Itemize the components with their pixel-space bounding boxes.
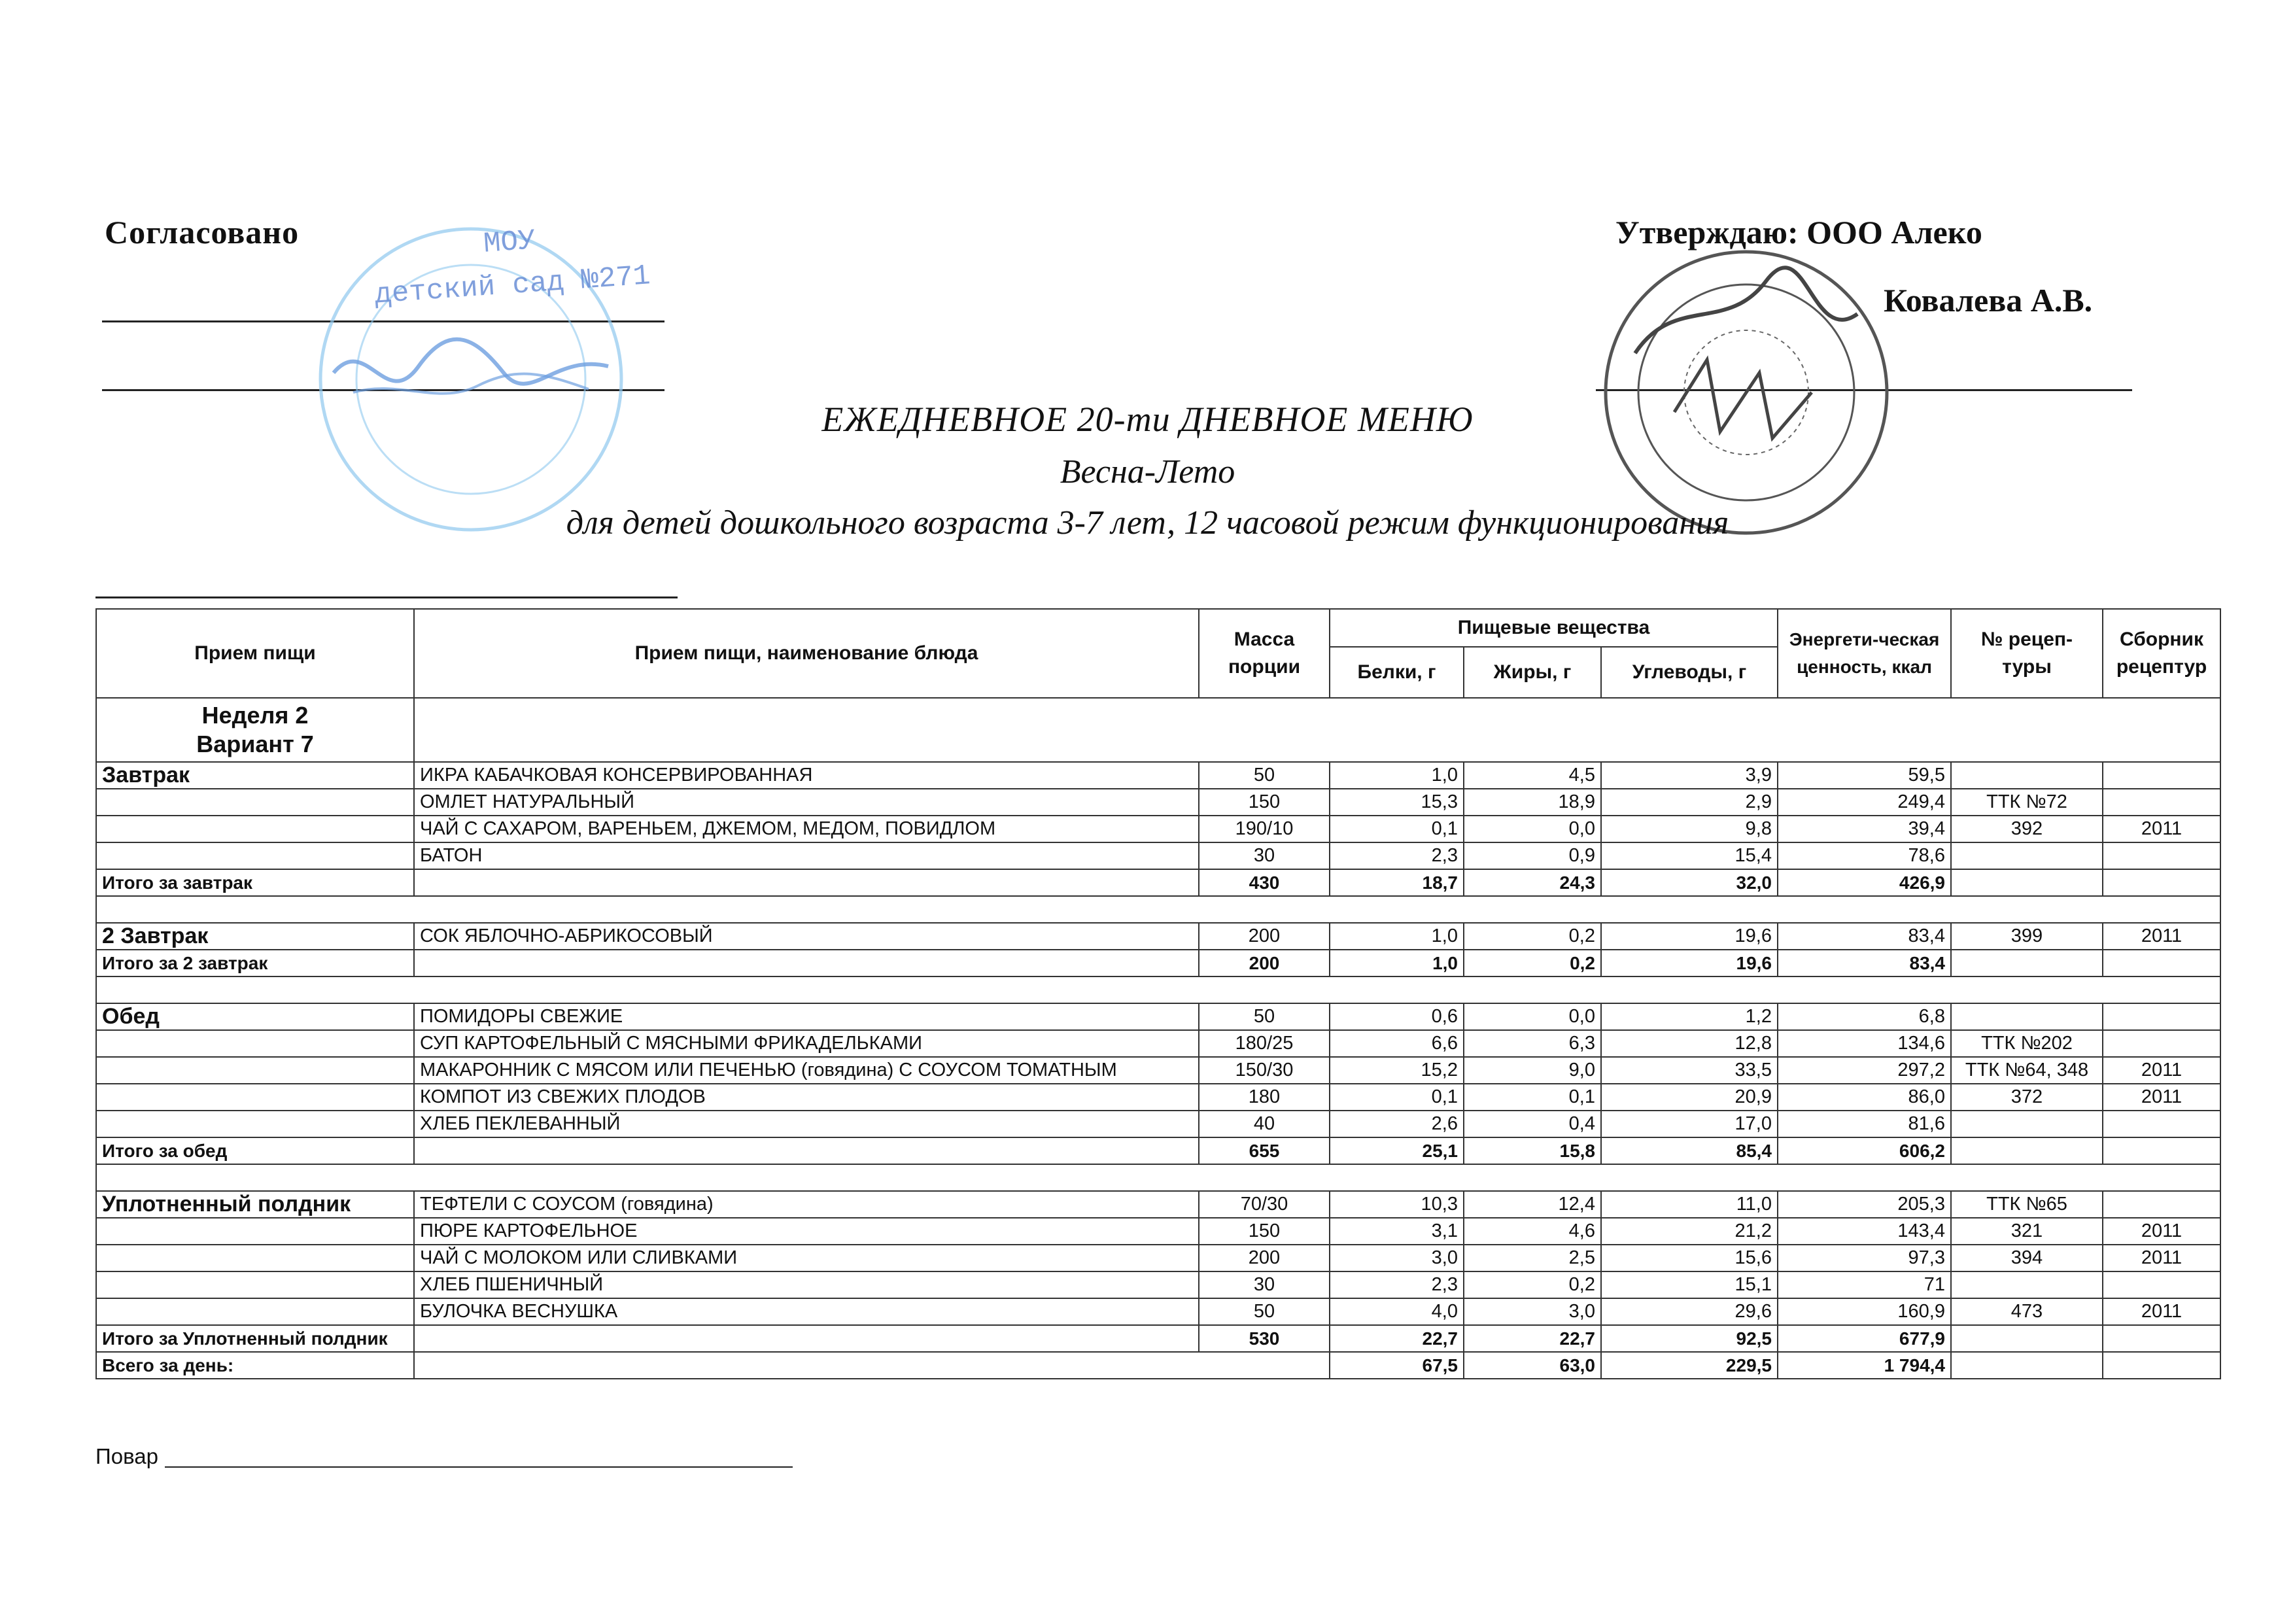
dish-fat: 0,0 bbox=[1464, 816, 1601, 842]
table-row bbox=[96, 1057, 2220, 1084]
dish-name: ПОМИДОРЫ СВЕЖИЕ bbox=[414, 1003, 1199, 1030]
spacer-cell bbox=[96, 976, 2220, 1003]
dish-fat: 4,6 bbox=[1464, 1218, 1601, 1245]
header-recipe: № рецеп-туры bbox=[1951, 609, 2103, 698]
dish-protein: 10,3 bbox=[1330, 1191, 1464, 1218]
total-row bbox=[96, 950, 2220, 976]
total-energy: 83,4 bbox=[1778, 950, 1951, 976]
dish-protein: 3,0 bbox=[1330, 1245, 1464, 1271]
dish-collection: 2011 bbox=[2103, 816, 2220, 842]
dish-collection bbox=[2103, 842, 2220, 869]
dish-name: БАТОН bbox=[414, 842, 1199, 869]
dish-collection bbox=[2103, 762, 2220, 789]
dish-energy: 205,3 bbox=[1778, 1191, 1951, 1218]
dish-carbs: 17,0 bbox=[1601, 1111, 1778, 1137]
dish-mass: 50 bbox=[1199, 762, 1330, 789]
dish-energy: 143,4 bbox=[1778, 1218, 1951, 1245]
dish-protein: 0,1 bbox=[1330, 1084, 1464, 1111]
meal-cell bbox=[96, 1298, 414, 1325]
approved-signature-line bbox=[1596, 389, 2132, 391]
total-empty bbox=[414, 1325, 1199, 1352]
day-total-energy: 1 794,4 bbox=[1778, 1352, 1951, 1379]
dish-protein: 1,0 bbox=[1330, 762, 1464, 789]
meal-cell bbox=[96, 1245, 414, 1271]
total-empty bbox=[414, 950, 1199, 976]
total-empty bbox=[414, 869, 1199, 896]
total-fat: 22,7 bbox=[1464, 1325, 1601, 1352]
total-protein: 18,7 bbox=[1330, 869, 1464, 896]
dish-carbs: 21,2 bbox=[1601, 1218, 1778, 1245]
approved-label: Утверждаю: ООО Алеко bbox=[1615, 214, 1982, 251]
day-total-carbs: 229,5 bbox=[1601, 1352, 1778, 1379]
cook-label: Повар bbox=[95, 1444, 158, 1468]
total-fat: 15,8 bbox=[1464, 1137, 1601, 1164]
dish-recipe bbox=[1951, 1111, 2103, 1137]
total-row bbox=[96, 869, 2220, 896]
meal-cell bbox=[96, 1271, 414, 1298]
day-total-protein: 67,5 bbox=[1330, 1352, 1464, 1379]
total-row bbox=[96, 1137, 2220, 1164]
total-protein: 1,0 bbox=[1330, 950, 1464, 976]
dish-protein: 0,6 bbox=[1330, 1003, 1464, 1030]
dish-energy: 134,6 bbox=[1778, 1030, 1951, 1057]
table-row bbox=[96, 1111, 2220, 1137]
total-mass: 655 bbox=[1199, 1137, 1330, 1164]
dish-protein: 15,2 bbox=[1330, 1057, 1464, 1084]
dish-recipe: ТТК №72 bbox=[1951, 789, 2103, 816]
dish-name: КОМПОТ ИЗ СВЕЖИХ ПЛОДОВ bbox=[414, 1084, 1199, 1111]
dish-protein: 6,6 bbox=[1330, 1030, 1464, 1057]
dish-collection bbox=[2103, 1003, 2220, 1030]
dish-carbs: 3,9 bbox=[1601, 762, 1778, 789]
dish-recipe bbox=[1951, 1271, 2103, 1298]
dish-recipe: 321 bbox=[1951, 1218, 2103, 1245]
table-row bbox=[96, 762, 2220, 789]
total-label: Итого за завтрак bbox=[96, 869, 414, 896]
dish-carbs: 20,9 bbox=[1601, 1084, 1778, 1111]
table-row bbox=[96, 1245, 2220, 1271]
dish-fat: 18,9 bbox=[1464, 789, 1601, 816]
spacer-row bbox=[96, 1164, 2220, 1191]
table-row bbox=[96, 1271, 2220, 1298]
dish-protein: 4,0 bbox=[1330, 1298, 1464, 1325]
dish-mass: 30 bbox=[1199, 842, 1330, 869]
dish-name: ХЛЕБ ПЕКЛЕВАННЫЙ bbox=[414, 1111, 1199, 1137]
dish-carbs: 19,6 bbox=[1601, 923, 1778, 950]
spacer-row bbox=[96, 976, 2220, 1003]
total-empty bbox=[2103, 1137, 2220, 1164]
dish-carbs: 12,8 bbox=[1601, 1030, 1778, 1057]
total-label: Итого за 2 завтрак bbox=[96, 950, 414, 976]
total-carbs: 32,0 bbox=[1601, 869, 1778, 896]
dish-collection: 2011 bbox=[2103, 1245, 2220, 1271]
day-total-fat: 63,0 bbox=[1464, 1352, 1601, 1379]
dish-recipe: 394 bbox=[1951, 1245, 2103, 1271]
total-empty bbox=[414, 1137, 1199, 1164]
agreed-signature-line bbox=[102, 320, 664, 322]
day-total-empty bbox=[414, 1352, 1330, 1379]
total-empty bbox=[1951, 869, 2103, 896]
dish-collection: 2011 bbox=[2103, 923, 2220, 950]
header-mass: Масса порции bbox=[1199, 609, 1330, 698]
dish-fat: 0,4 bbox=[1464, 1111, 1601, 1137]
dish-collection: 2011 bbox=[2103, 1298, 2220, 1325]
total-mass: 430 bbox=[1199, 869, 1330, 896]
dish-recipe bbox=[1951, 1003, 2103, 1030]
company-stamp-icon bbox=[1596, 242, 1897, 543]
table-row bbox=[96, 816, 2220, 842]
total-empty bbox=[1951, 950, 2103, 976]
dish-fat: 0,2 bbox=[1464, 1271, 1601, 1298]
total-energy: 677,9 bbox=[1778, 1325, 1951, 1352]
dish-name: СОК ЯБЛОЧНО-АБРИКОСОВЫЙ bbox=[414, 923, 1199, 950]
meal-label: 2 Завтрак bbox=[96, 923, 414, 950]
dish-energy: 71 bbox=[1778, 1271, 1951, 1298]
dish-energy: 83,4 bbox=[1778, 923, 1951, 950]
dish-mass: 150 bbox=[1199, 789, 1330, 816]
dish-collection: 2011 bbox=[2103, 1057, 2220, 1084]
dish-energy: 97,3 bbox=[1778, 1245, 1951, 1271]
dish-fat: 9,0 bbox=[1464, 1057, 1601, 1084]
total-empty bbox=[2103, 950, 2220, 976]
dish-fat: 3,0 bbox=[1464, 1298, 1601, 1325]
meal-cell bbox=[96, 789, 414, 816]
menu-season: Весна-Лето bbox=[1060, 453, 1235, 491]
dish-energy: 297,2 bbox=[1778, 1057, 1951, 1084]
total-label: Итого за Уплотненный полдник bbox=[96, 1325, 414, 1352]
dish-protein: 3,1 bbox=[1330, 1218, 1464, 1245]
table-row bbox=[96, 1030, 2220, 1057]
dish-recipe: ТТК №64, 348 bbox=[1951, 1057, 2103, 1084]
table-row bbox=[96, 1191, 2220, 1218]
header-collection: Сборник рецептур bbox=[2103, 609, 2220, 698]
dish-recipe: 392 bbox=[1951, 816, 2103, 842]
total-fat: 0,2 bbox=[1464, 950, 1601, 976]
dish-fat: 0,0 bbox=[1464, 1003, 1601, 1030]
dish-name: ЧАЙ С МОЛОКОМ ИЛИ СЛИВКАМИ bbox=[414, 1245, 1199, 1271]
day-total-empty bbox=[2103, 1352, 2220, 1379]
dish-carbs: 29,6 bbox=[1601, 1298, 1778, 1325]
spacer-cell bbox=[96, 1164, 2220, 1191]
dish-fat: 6,3 bbox=[1464, 1030, 1601, 1057]
dish-fat: 0,1 bbox=[1464, 1084, 1601, 1111]
dish-recipe: 399 bbox=[1951, 923, 2103, 950]
dish-mass: 200 bbox=[1199, 923, 1330, 950]
agreed-label: Согласовано bbox=[105, 214, 300, 251]
meal-cell bbox=[96, 842, 414, 869]
dish-mass: 180 bbox=[1199, 1084, 1330, 1111]
meal-cell bbox=[96, 1057, 414, 1084]
dish-protein: 2,3 bbox=[1330, 842, 1464, 869]
dish-name: МАКАРОННИК С МЯСОМ ИЛИ ПЕЧЕНЬЮ (говядина) С СОУСОМ ТОМАТНЫМ bbox=[414, 1057, 1199, 1084]
dish-mass: 70/30 bbox=[1199, 1191, 1330, 1218]
dish-protein: 1,0 bbox=[1330, 923, 1464, 950]
dish-fat: 4,5 bbox=[1464, 762, 1601, 789]
dish-fat: 2,5 bbox=[1464, 1245, 1601, 1271]
dish-collection bbox=[2103, 789, 2220, 816]
dish-mass: 40 bbox=[1199, 1111, 1330, 1137]
total-row bbox=[96, 1325, 2220, 1352]
dish-mass: 50 bbox=[1199, 1003, 1330, 1030]
table-row bbox=[96, 1218, 2220, 1245]
dish-collection: 2011 bbox=[2103, 1084, 2220, 1111]
dish-name: ИКРА КАБАЧКОВАЯ КОНСЕРВИРОВАННАЯ bbox=[414, 762, 1199, 789]
dish-energy: 78,6 bbox=[1778, 842, 1951, 869]
dish-mass: 150/30 bbox=[1199, 1057, 1330, 1084]
header-fat: Жиры, г bbox=[1464, 647, 1601, 698]
dish-collection bbox=[2103, 1191, 2220, 1218]
week-label: Неделя 2 Вариант 7 bbox=[96, 698, 414, 762]
dish-recipe bbox=[1951, 762, 2103, 789]
total-protein: 22,7 bbox=[1330, 1325, 1464, 1352]
dish-recipe: ТТК №65 bbox=[1951, 1191, 2103, 1218]
dish-protein: 15,3 bbox=[1330, 789, 1464, 816]
dish-energy: 160,9 bbox=[1778, 1298, 1951, 1325]
header-protein: Белки, г bbox=[1330, 647, 1464, 698]
menu-description: для детей дошкольного возраста 3-7 лет, 12 часовой режим функционирования bbox=[566, 504, 1729, 542]
dish-collection bbox=[2103, 1030, 2220, 1057]
dish-energy: 81,6 bbox=[1778, 1111, 1951, 1137]
table-row bbox=[96, 842, 2220, 869]
meal-cell bbox=[96, 1084, 414, 1111]
total-empty bbox=[1951, 1325, 2103, 1352]
dish-energy: 6,8 bbox=[1778, 1003, 1951, 1030]
dish-protein: 2,6 bbox=[1330, 1111, 1464, 1137]
dish-mass: 50 bbox=[1199, 1298, 1330, 1325]
dish-mass: 200 bbox=[1199, 1245, 1330, 1271]
dish-recipe: ТТК №202 bbox=[1951, 1030, 2103, 1057]
dish-energy: 59,5 bbox=[1778, 762, 1951, 789]
dish-carbs: 15,6 bbox=[1601, 1245, 1778, 1271]
dish-mass: 180/25 bbox=[1199, 1030, 1330, 1057]
spacer-cell bbox=[96, 896, 2220, 923]
total-energy: 426,9 bbox=[1778, 869, 1951, 896]
dish-carbs: 9,8 bbox=[1601, 816, 1778, 842]
total-mass: 530 bbox=[1199, 1325, 1330, 1352]
table-row bbox=[96, 1084, 2220, 1111]
total-label: Итого за обед bbox=[96, 1137, 414, 1164]
dish-recipe: 372 bbox=[1951, 1084, 2103, 1111]
day-total-empty bbox=[1951, 1352, 2103, 1379]
header-nutrients: Пищевые вещества bbox=[1330, 609, 1778, 647]
meal-cell bbox=[96, 1111, 414, 1137]
dish-protein: 2,3 bbox=[1330, 1271, 1464, 1298]
dish-mass: 30 bbox=[1199, 1271, 1330, 1298]
meal-label: Завтрак bbox=[96, 762, 414, 789]
dish-protein: 0,1 bbox=[1330, 816, 1464, 842]
table-row bbox=[96, 1298, 2220, 1325]
dish-carbs: 33,5 bbox=[1601, 1057, 1778, 1084]
spacer-row bbox=[96, 896, 2220, 923]
meal-cell bbox=[96, 816, 414, 842]
dish-carbs: 2,9 bbox=[1601, 789, 1778, 816]
menu-title: ЕЖЕДНЕВНОЕ 20-ти ДНЕВНОЕ МЕНЮ bbox=[821, 400, 1474, 439]
title-underline bbox=[95, 596, 678, 598]
total-empty bbox=[1951, 1137, 2103, 1164]
dish-name: ХЛЕБ ПШЕНИЧНЫЙ bbox=[414, 1271, 1199, 1298]
dish-name: ОМЛЕТ НАТУРАЛЬНЫЙ bbox=[414, 789, 1199, 816]
day-total-row bbox=[96, 1352, 2220, 1379]
dish-mass: 150 bbox=[1199, 1218, 1330, 1245]
cook-signature-line bbox=[165, 1466, 793, 1468]
dish-fat: 0,9 bbox=[1464, 842, 1601, 869]
meal-label: Уплотненный полдник bbox=[96, 1191, 414, 1218]
dish-carbs: 15,4 bbox=[1601, 842, 1778, 869]
dish-recipe bbox=[1951, 842, 2103, 869]
dish-mass: 190/10 bbox=[1199, 816, 1330, 842]
dish-energy: 86,0 bbox=[1778, 1084, 1951, 1111]
total-carbs: 92,5 bbox=[1601, 1325, 1778, 1352]
dish-carbs: 1,2 bbox=[1601, 1003, 1778, 1030]
total-carbs: 19,6 bbox=[1601, 950, 1778, 976]
dish-energy: 39,4 bbox=[1778, 816, 1951, 842]
total-carbs: 85,4 bbox=[1601, 1137, 1778, 1164]
dish-fat: 0,2 bbox=[1464, 923, 1601, 950]
total-empty bbox=[2103, 1325, 2220, 1352]
dish-name: ТЕФТЕЛИ С СОУСОМ (говядина) bbox=[414, 1191, 1199, 1218]
table-row bbox=[96, 923, 2220, 950]
dish-name: СУП КАРТОФЕЛЬНЫЙ С МЯСНЫМИ ФРИКАДЕЛЬКАМИ bbox=[414, 1030, 1199, 1057]
total-protein: 25,1 bbox=[1330, 1137, 1464, 1164]
dish-collection bbox=[2103, 1271, 2220, 1298]
dish-carbs: 15,1 bbox=[1601, 1271, 1778, 1298]
total-fat: 24,3 bbox=[1464, 869, 1601, 896]
dish-energy: 249,4 bbox=[1778, 789, 1951, 816]
meal-cell bbox=[96, 1030, 414, 1057]
header-energy: Энергети-ческая ценность, ккал bbox=[1778, 609, 1951, 698]
agreed-signature-line-2 bbox=[102, 389, 664, 391]
table-row bbox=[96, 789, 2220, 816]
dish-name: БУЛОЧКА ВЕСНУШКА bbox=[414, 1298, 1199, 1325]
meal-label: Обед bbox=[96, 1003, 414, 1030]
dish-name: ЧАЙ С САХАРОМ, ВАРЕНЬЕМ, ДЖЕМОМ, МЕДОМ, ПОВИДЛОМ bbox=[414, 816, 1199, 842]
dish-recipe: 473 bbox=[1951, 1298, 2103, 1325]
dish-fat: 12,4 bbox=[1464, 1191, 1601, 1218]
menu-table bbox=[95, 608, 2221, 1379]
total-energy: 606,2 bbox=[1778, 1137, 1951, 1164]
dish-collection bbox=[2103, 1111, 2220, 1137]
header-meal: Прием пищи bbox=[96, 609, 414, 698]
dish-name: ПЮРЕ КАРТОФЕЛЬНОЕ bbox=[414, 1218, 1199, 1245]
kindergarten-stamp-text: МОУ детский сад №271 bbox=[373, 224, 652, 312]
header-dish: Прием пищи, наименование блюда bbox=[414, 609, 1199, 698]
total-empty bbox=[2103, 869, 2220, 896]
total-mass: 200 bbox=[1199, 950, 1330, 976]
table-row bbox=[96, 1003, 2220, 1030]
header-carbs: Углеводы, г bbox=[1601, 647, 1778, 698]
day-total-label: Всего за день: bbox=[96, 1352, 414, 1379]
approver-name: Ковалева А.В. bbox=[1884, 282, 2093, 319]
dish-collection: 2011 bbox=[2103, 1218, 2220, 1245]
dish-carbs: 11,0 bbox=[1601, 1191, 1778, 1218]
meal-cell bbox=[96, 1218, 414, 1245]
